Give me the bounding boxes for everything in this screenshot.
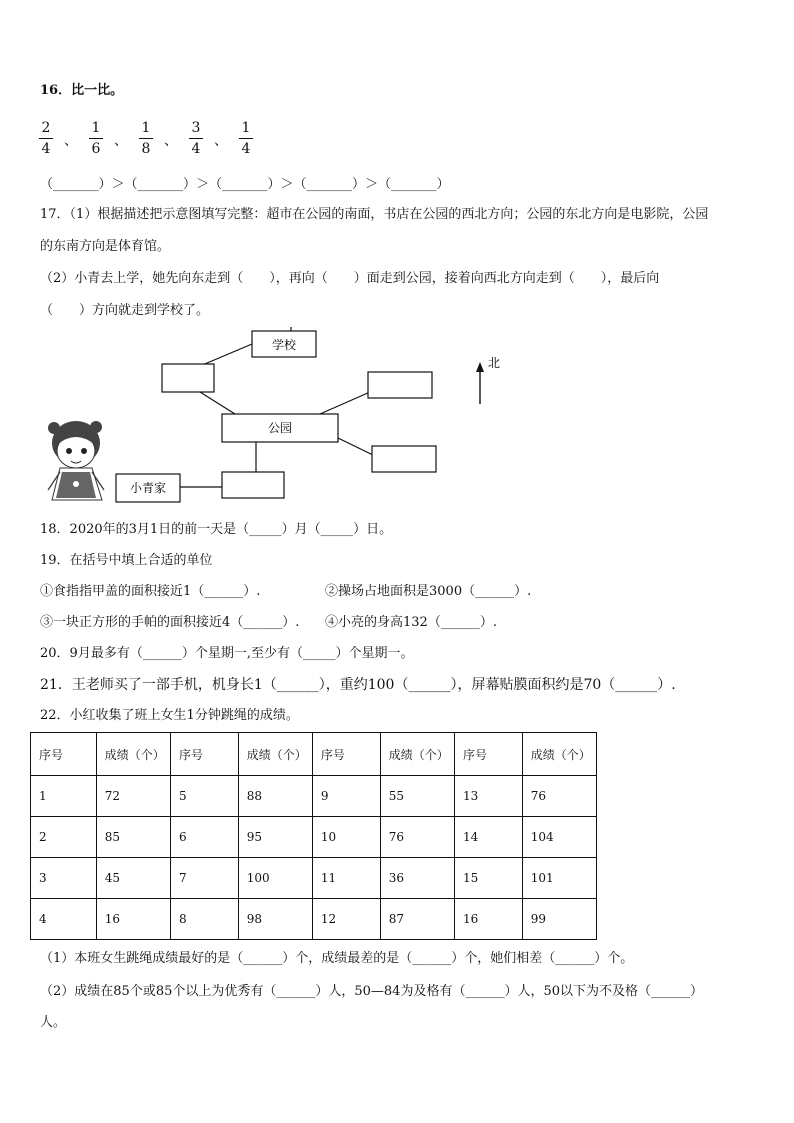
home-label: 小青家 — [129, 481, 167, 495]
table-cell: 5 — [170, 776, 238, 817]
table-cell: 16 — [96, 899, 170, 940]
q16-title: 16．比一比。 — [40, 83, 124, 98]
separator: 、 — [114, 133, 128, 149]
separator: 、 — [64, 133, 78, 149]
q16-compare-line: （_______）＞（_______）＞（_______）＞（_______）＞（_______） — [40, 177, 450, 192]
blank-box-northwest — [162, 364, 214, 392]
table-cell: 11 — [312, 858, 380, 899]
q18-line: 18．2020年的3月1日的前一天是（_____）月（_____）日。 — [40, 522, 393, 537]
score-table — [30, 732, 597, 940]
table-header-row — [31, 733, 597, 776]
fraction-4: 3 4 — [189, 120, 203, 157]
table-cell: 9 — [312, 776, 380, 817]
q22-sub-2-line-1: （2）成绩在85个或85个以上为优秀有（______）人，50—84为及格有（______）人，50以下为不及格（______） — [40, 984, 703, 999]
table-cell: 98 — [238, 899, 312, 940]
table-cell: 14 — [454, 817, 522, 858]
table-cell: 85 — [96, 817, 170, 858]
table-row — [31, 858, 597, 899]
fraction-5: 1 4 — [239, 120, 253, 157]
table-cell: 6 — [170, 817, 238, 858]
table-cell: 45 — [96, 858, 170, 899]
q22-sub-2-line-2: 人。 — [40, 1015, 67, 1030]
table-cell: 72 — [96, 776, 170, 817]
table-cell: 99 — [522, 899, 596, 940]
fraction-3: 1 8 — [139, 120, 153, 157]
table-cell: 3 — [31, 858, 97, 899]
q17-map-diagram — [0, 320, 794, 510]
q17-line-2: 的东南方向是体育馆。 — [40, 239, 171, 254]
table-cell: 7 — [170, 858, 238, 899]
table-cell: 36 — [380, 858, 454, 899]
table-cell: 4 — [31, 899, 97, 940]
table-header-cell: 成绩（个） — [380, 733, 454, 776]
table-cell: 100 — [238, 858, 312, 899]
table-cell: 2 — [31, 817, 97, 858]
blank-box-southeast — [372, 446, 436, 472]
table-header-cell: 成绩（个） — [238, 733, 312, 776]
table-cell: 101 — [522, 858, 596, 899]
separator: 、 — [164, 133, 178, 149]
table-cell: 95 — [238, 817, 312, 858]
table-header-cell: 成绩（个） — [96, 733, 170, 776]
table-cell: 8 — [170, 899, 238, 940]
table-cell: 12 — [312, 899, 380, 940]
table-cell: 13 — [454, 776, 522, 817]
table-header-cell: 序号 — [454, 733, 522, 776]
table-cell: 104 — [522, 817, 596, 858]
q17-line-3: （2）小青去上学，她先向东走到（ ），再向（ ）面走到公园，接着向西北方向走到（ ），最后向 — [40, 271, 660, 286]
park-label: 公园 — [267, 421, 293, 435]
table-cell: 15 — [454, 858, 522, 899]
table-cell: 16 — [454, 899, 522, 940]
table-cell: 76 — [380, 817, 454, 858]
table-cell: 88 — [238, 776, 312, 817]
girl-illustration — [48, 421, 104, 500]
table-header-cell: 序号 — [312, 733, 380, 776]
table-cell: 10 — [312, 817, 380, 858]
table-header-cell: 成绩（个） — [522, 733, 596, 776]
north-label: 北 — [488, 356, 501, 370]
separator: 、 — [214, 133, 228, 149]
table-cell: 55 — [380, 776, 454, 817]
q19-item-c: ③一块正方形的手帕的面积接近4（______）. — [40, 615, 300, 630]
fraction-2: 1 6 — [89, 120, 103, 157]
q17-line-1: 17．（1）根据描述把示意图填写完整：超市在公园的南面，书店在公园的西北方向；公园的东北方向是电影院，公园 — [40, 207, 709, 222]
table-header-cell: 序号 — [170, 733, 238, 776]
fraction-1: 2 4 — [39, 120, 53, 157]
q22-sub-1: （1）本班女生跳绳成绩最好的是（______）个，成绩最差的是（______）个，她们相差（______）个。 — [40, 951, 634, 966]
table-row — [31, 776, 597, 817]
table-cell: 1 — [31, 776, 97, 817]
q19-item-d: ④小亮的身高132（______）. — [325, 615, 497, 630]
blank-box-south — [222, 472, 284, 498]
table-row — [31, 817, 597, 858]
table-cell: 87 — [380, 899, 454, 940]
school-label: 学校 — [271, 338, 297, 352]
q19-title: 19．在括号中填上合适的单位 — [40, 553, 213, 568]
q19-item-a: ①食指指甲盖的面积接近1（______）. — [40, 584, 261, 599]
q22-title: 22．小红收集了班上女生1分钟跳绳的成绩。 — [40, 708, 299, 723]
table-cell: 76 — [522, 776, 596, 817]
table-row — [31, 899, 597, 940]
q20-line: 20．9月最多有（______）个星期一,至少有（_____）个星期一。 — [40, 646, 414, 661]
q19-item-b: ②操场占地面积是3000（______）. — [325, 584, 532, 599]
table-header-cell: 序号 — [31, 733, 97, 776]
q21-line: 21．王老师买了一部手机，机身长1（______），重约100（______），屏幕贴膜面积约是70（______）. — [40, 677, 676, 693]
q17-line-4: （ ）方向就走到学校了。 — [40, 303, 210, 318]
blank-box-northeast — [368, 372, 432, 398]
